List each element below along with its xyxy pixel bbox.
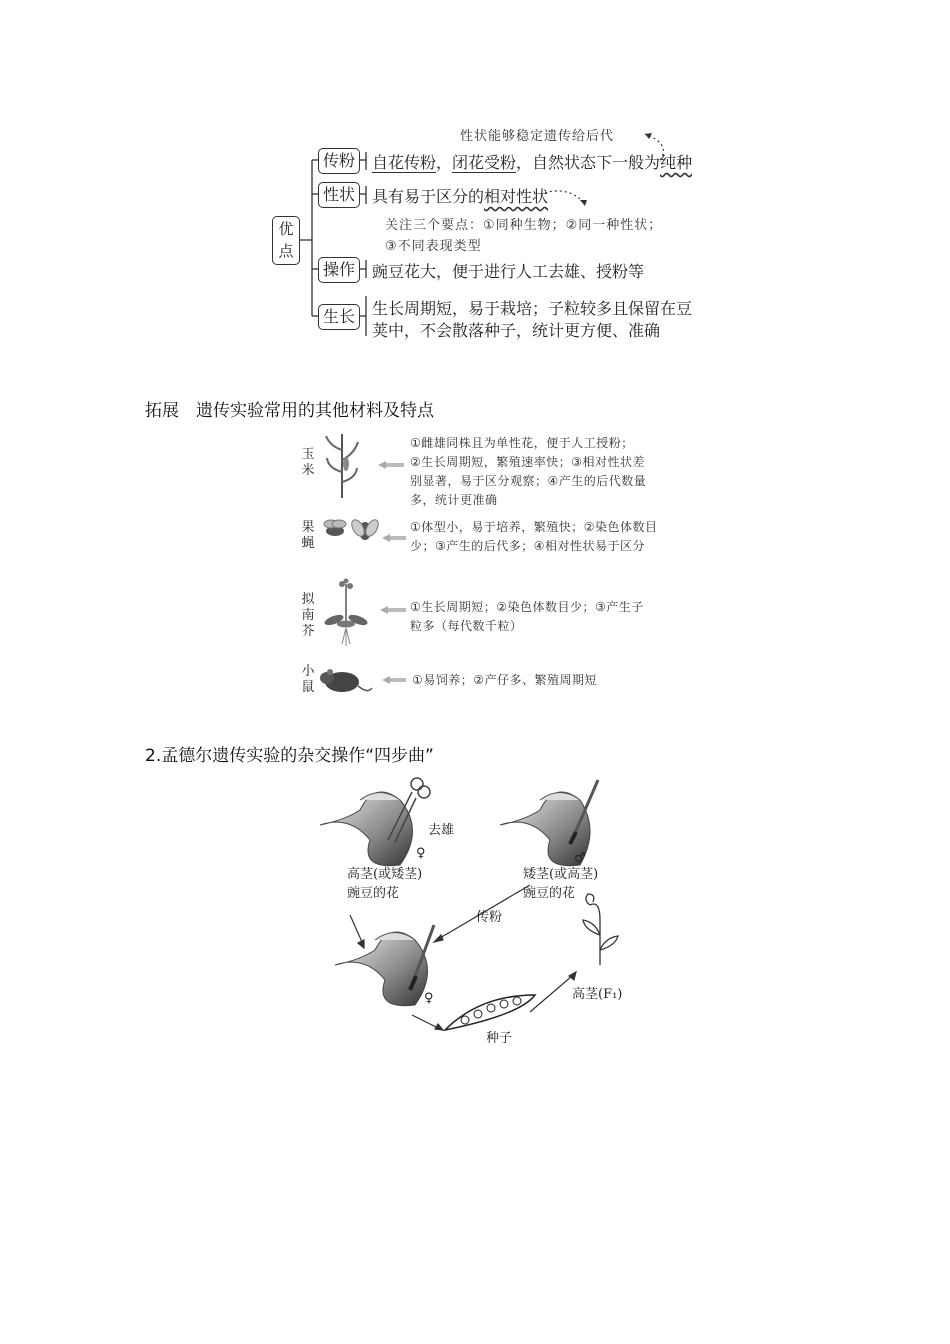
branch-tag-operation: 操作 [318, 257, 360, 283]
mindmap-root-label: 优点 [278, 220, 294, 260]
corn-feature-line: 别显著，易于区分观察；④产生的后代数量 [410, 474, 647, 488]
extension-title: 拓展 遗传实验常用的其他材料及特点 [145, 401, 434, 421]
mouse-icon [318, 664, 374, 698]
branch-tag-traits: 性状 [318, 182, 360, 208]
branch-text-traits [372, 184, 548, 207]
stable-inheritance-note: 性状能够稳定遗传给后代 [460, 129, 615, 144]
branch-text-growth-line-2: 荚中，不会散落种子，统计更方便、准确 [372, 321, 661, 340]
f1-label: 高茎(F₁) [572, 987, 623, 1002]
corn-feature-line: ②生长周期短，繁殖速率快；③相对性状差 [410, 455, 646, 469]
flower-emasculated-icon [320, 792, 413, 866]
corn-char-1: 玉 [301, 447, 315, 462]
organism-name-corn [300, 447, 316, 479]
organism-name-fruit-fly [300, 520, 316, 552]
male-symbol: ♂ [574, 851, 586, 866]
fly-char-1: 果 [301, 520, 315, 535]
arabidopsis-icon [322, 578, 370, 648]
seeds-label: 种子 [486, 1031, 513, 1046]
arabidopsis-char-1: 拟 [301, 592, 315, 607]
mouse-feature-line: ①易饲养；②产仔多、繁殖周期短 [412, 673, 598, 687]
fruit-fly-icon [318, 516, 382, 546]
branch-text-operation: 豌豆花大，便于进行人工去雄、授粉等 [372, 262, 645, 281]
fly-char-2: 蝇 [301, 536, 315, 551]
female-symbol-2: ♀ [424, 991, 434, 1006]
corn-feature-line: 多，统计更准确 [410, 493, 498, 507]
distinguishable-text: 具有易于区分的 [372, 187, 485, 206]
trait-note-line-2: ③不同表现类型 [385, 239, 482, 254]
closed-pollination-term: 闭花受粉 [452, 153, 517, 172]
arabidopsis-feature-line: 粒多（每代数千粒） [410, 619, 523, 633]
organism-name-arabidopsis [300, 592, 316, 640]
mindmap-root-box [272, 216, 300, 265]
natural-state-text: ，自然状态下一般为 [516, 153, 661, 172]
arabidopsis-char-3: 芥 [301, 624, 315, 639]
section2-title: 2.孟德尔遗传实验的杂交操作“四步曲” [145, 746, 434, 766]
flower-pollinated-icon [335, 925, 434, 1006]
short-flower-label-1: 矮茎(或高茎) [523, 867, 599, 882]
text-comma: ， [436, 153, 453, 172]
corn-feature-line: ①雌雄同株且为单性花，便于人工授粉； [410, 436, 634, 450]
pure-line-term: 纯种 [660, 153, 693, 172]
arabidopsis-char-2: 南 [301, 608, 315, 623]
corn-plant-icon [324, 430, 360, 500]
corn-arrow-icon [378, 461, 404, 469]
seed-pod-icon [445, 995, 535, 1030]
fly-feature-line: ①体型小，易于培养，繁殖快；②染色体数目 [410, 520, 658, 534]
fly-feature-line: 少；③产生的后代多；④相对性状易于区分 [410, 539, 646, 553]
female-symbol-1: ♀ [416, 846, 426, 861]
mouse-arrow-icon [382, 676, 406, 684]
branch-text-growth-line-1: 生长周期短，易于栽培；子粒较多且保留在豆 [372, 299, 693, 318]
branch-tag-pollination: 传粉 [318, 148, 360, 174]
mouse-char-1: 小 [301, 664, 315, 679]
tall-flower-label-2: 豌豆的花 [347, 886, 400, 901]
relative-traits-term: 相对性状 [484, 187, 549, 206]
pollination-label: 传粉 [476, 910, 503, 925]
f1-plant-icon [583, 894, 618, 965]
corn-char-2: 米 [301, 463, 315, 478]
organism-name-mouse [300, 664, 316, 696]
branch-tag-growth: 生长 [318, 304, 360, 330]
emasculate-label: 去雄 [428, 823, 455, 838]
arabidopsis-feature-line: ①生长周期短；②染色体数目少；③产生子 [410, 600, 644, 614]
mouse-char-2: 鼠 [301, 680, 315, 695]
self-pollination-term: 自花传粉 [372, 153, 437, 172]
tall-flower-label-1: 高茎(或矮茎) [347, 867, 423, 882]
fly-arrow-icon [382, 534, 406, 542]
short-flower-label-2: 豌豆的花 [523, 886, 576, 901]
trait-note-line-1: 关注三个要点：①同种生物；②同一种性状； [385, 218, 663, 233]
branch-text-pollination [372, 150, 692, 173]
arabidopsis-arrow-icon [380, 606, 406, 614]
